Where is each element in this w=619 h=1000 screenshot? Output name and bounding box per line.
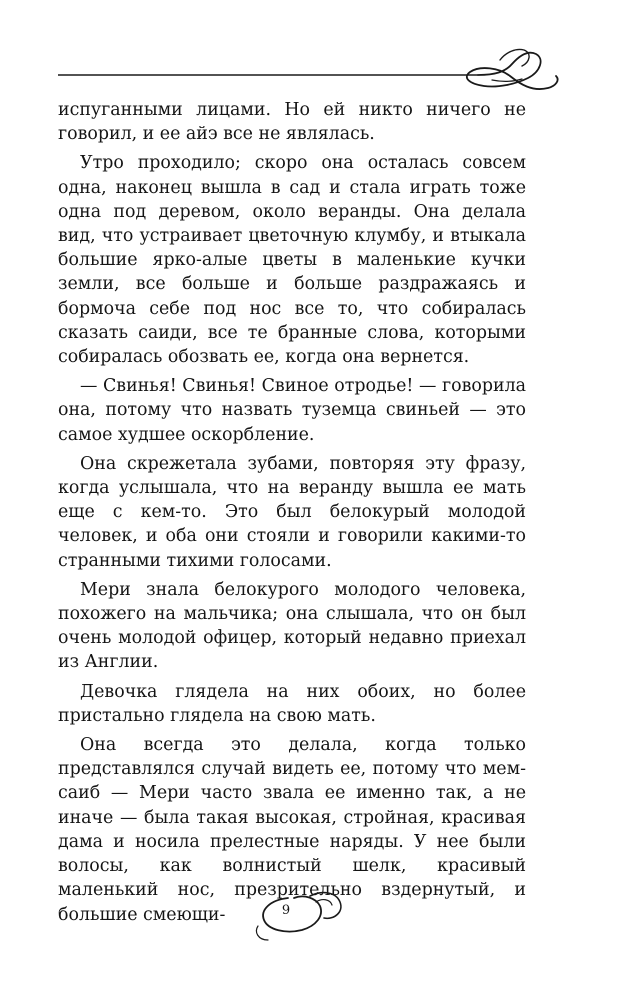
page-number: 9 [281,903,291,918]
paragraph: испуганными лицами. Но ей никто ничего не говорил, и ее айэ все не являлась. [58,100,526,145]
paragraph: Девочка глядела на них обоих, но более пристально глядела на свою мать. [58,681,526,726]
paragraph: Утро проходило; скоро она осталась совсем одна, наконец вышла в сад и стала играть тоже одна под деревом, около веранды. Она делала вид, что устраивает цветочную клумбу, и втыкала большие ярко-алые цветы в маленькие кучки земли, все больше и больше раздражаясь и бормоча себе под нос все то, что собиралась сказать саиди, все те бранные слова, которыми собиралась обозвать ее, когда она вернется. [58,153,526,368]
header-flourish-ornament [0,0,619,110]
paragraph: — Свинья! Свинья! Свиное отродье! — говорила она, потому что назвать туземца свиньей — это самое худшее оскорбление. [58,376,526,445]
paragraph: Мери знала белокурого молодого человека, похожего на мальчика; она слышала, что он был очень молодой офицер, который недавно приехал из Англии. [58,579,526,673]
paragraph: Она всегда это делала, когда только представлялся случай видеть ее, потому что мем-саиб — Мери часто звала ее именно так, а не иначе — была такая высокая, стройная, красивая дама и носила прелестные наряды. У нее были волосы, как волнистый шелк, красивый маленький нос, презрительно вздернутый, и большие смеющи- [58,735,526,925]
paragraph: Она скрежетала зубами, повторяя эту фразу, когда услышала, что на веранду вышла ее мать еще с кем-то. Это был белокурый молодой человек, и оба они стояли и говорили какими-то странными тихими голосами. [58,453,526,571]
text-body [58,98,526,932]
